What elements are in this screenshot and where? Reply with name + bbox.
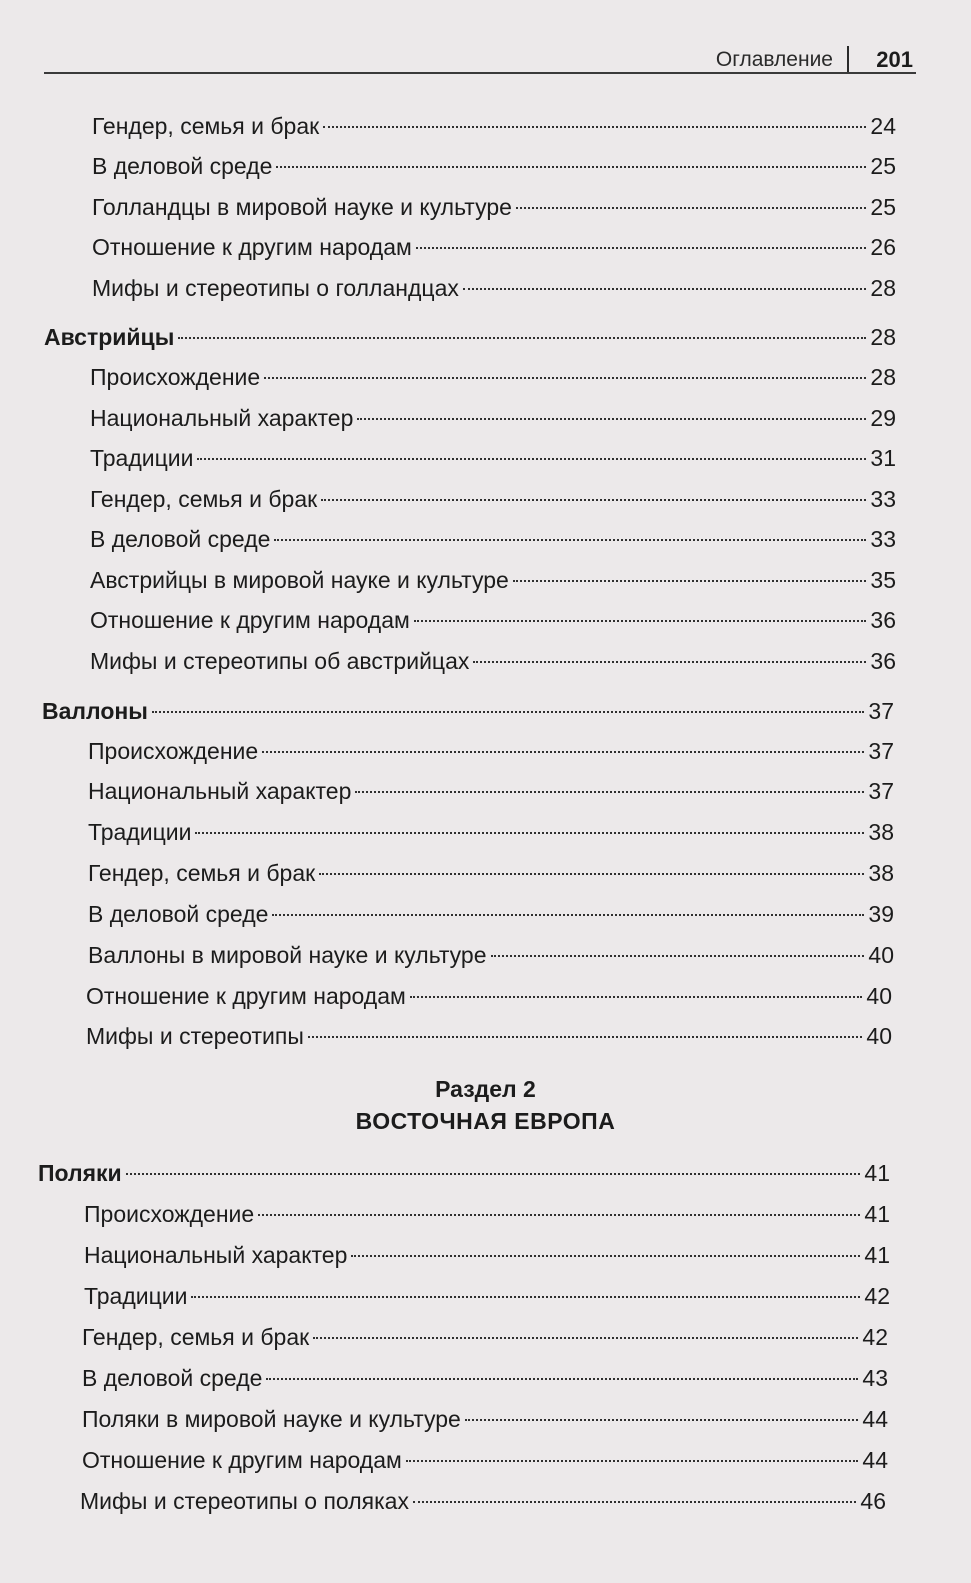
leader-dots (465, 1419, 858, 1421)
leader-dots (266, 1378, 858, 1380)
toc-entry-page: 38 (868, 860, 894, 886)
leader-dots (308, 1036, 862, 1038)
toc-chapter-title: Австрийцы (44, 324, 175, 350)
toc-entry (80, 1486, 886, 1516)
toc-chapter-page: 28 (870, 324, 896, 350)
toc-entry-page: 37 (868, 778, 894, 804)
toc-entry (90, 403, 896, 433)
toc-entry-page: 38 (868, 819, 894, 845)
running-header (0, 44, 971, 80)
toc-entry-title: Национальный характер (88, 778, 352, 804)
toc-entry-page: 41 (864, 1242, 890, 1268)
leader-dots (406, 1460, 858, 1462)
leader-dots (413, 1501, 856, 1503)
toc-entry (84, 1240, 890, 1270)
toc-entry-title: Мифы и стереотипы (86, 1023, 304, 1049)
toc-entry-title: Мифы и стереотипы о поляках (80, 1488, 409, 1514)
leader-dots (272, 914, 864, 916)
toc-entry-page: 31 (870, 445, 896, 471)
leader-dots (313, 1337, 858, 1339)
toc-entry-title: Традиции (88, 819, 192, 845)
toc-entry (90, 443, 896, 473)
toc-entry (82, 1363, 888, 1393)
toc-entry (88, 858, 894, 888)
toc-entry-page: 36 (870, 648, 896, 674)
leader-dots (258, 1214, 860, 1216)
toc-entry (90, 362, 896, 392)
toc-entry (86, 1021, 892, 1051)
toc-entry-title: Происхождение (84, 1201, 255, 1227)
toc-entry-title: В деловой среде (88, 901, 269, 927)
toc-entry-title: Мифы и стереотипы об австрийцах (90, 648, 470, 674)
toc-entry (90, 646, 896, 676)
toc-entry (84, 1281, 890, 1311)
toc-entry (84, 1199, 890, 1229)
toc-entry (92, 111, 896, 141)
toc-entry (90, 565, 896, 595)
toc-entry-page: 40 (866, 1023, 892, 1049)
leader-dots (264, 377, 866, 379)
toc-entry (92, 232, 896, 262)
toc-entry-page: 33 (870, 486, 896, 512)
toc-entry-page: 36 (870, 607, 896, 633)
header-rule (44, 72, 916, 74)
toc-entry-page: 43 (862, 1365, 888, 1391)
toc-entry-page: 28 (870, 364, 896, 390)
toc-entry (92, 192, 896, 222)
toc-entry-page: 44 (862, 1406, 888, 1432)
toc-entry-title: Традиции (90, 445, 194, 471)
toc-entry-title: Национальный характер (90, 405, 354, 431)
leader-dots (195, 832, 864, 834)
leader-dots (323, 126, 866, 128)
leader-dots (516, 207, 866, 209)
toc-entry (82, 1445, 888, 1475)
toc-entry-title: Национальный характер (84, 1242, 348, 1268)
leader-dots (416, 247, 866, 249)
toc-entry-page: 26 (870, 234, 896, 260)
toc-entry-page: 25 (870, 153, 896, 179)
header-page-number: 201 (876, 47, 913, 72)
toc-entry (88, 817, 894, 847)
toc-chapter-page: 37 (868, 698, 894, 724)
toc-entry-page: 25 (870, 194, 896, 220)
toc-entry-title: Голландцы в мировой науке и культуре (92, 194, 512, 220)
header-title: Оглавление (715, 48, 833, 71)
toc-entry (90, 484, 896, 514)
toc-entry-page: 35 (870, 567, 896, 593)
toc-entry-title: Валлоны в мировой науке и культуре (88, 942, 487, 968)
toc-entry-title: Мифы и стереотипы о голландцах (92, 275, 459, 301)
leader-dots (410, 996, 862, 998)
leader-dots (513, 580, 866, 582)
toc-chapter-title: Валлоны (42, 698, 148, 724)
toc-entry-title: Отношение к другим народам (90, 607, 410, 633)
toc-entry-page: 42 (862, 1324, 888, 1350)
toc-entry (88, 940, 894, 970)
toc-entry (92, 151, 896, 181)
section-title: ВОСТОЧНАЯ ЕВРОПА (355, 1108, 616, 1134)
leader-dots (276, 166, 866, 168)
toc-entry-title: Происхождение (90, 364, 261, 390)
toc-entry-title: Гендер, семья и брак (88, 860, 316, 886)
leader-dots (351, 1255, 860, 1257)
toc-entry-page: 41 (864, 1201, 890, 1227)
toc-entry-page: 42 (864, 1283, 890, 1309)
leader-dots (321, 499, 866, 501)
leader-dots (274, 539, 866, 541)
toc-entry-title: Традиции (84, 1283, 188, 1309)
toc-entry-title: Отношение к другим народам (86, 983, 406, 1009)
toc-entry-title: В деловой среде (90, 526, 271, 552)
toc-entry (86, 981, 892, 1011)
leader-dots (414, 620, 866, 622)
leader-dots (262, 751, 864, 753)
leader-dots (319, 873, 864, 875)
toc-entry-title: В деловой среде (92, 153, 273, 179)
leader-dots (197, 458, 866, 460)
toc-entry-page: 44 (862, 1447, 888, 1473)
toc-entry (88, 736, 894, 766)
leader-dots (491, 955, 864, 957)
toc-chapter-page: 41 (864, 1160, 890, 1186)
toc-entry-page: 40 (868, 942, 894, 968)
leader-dots (191, 1296, 860, 1298)
section-label: Раздел 2 (435, 1076, 536, 1102)
toc-chapter-austrians (44, 322, 896, 352)
toc-entry-page: 29 (870, 405, 896, 431)
leader-dots (152, 711, 864, 713)
leader-dots (463, 288, 866, 290)
toc-entry (82, 1322, 888, 1352)
toc-entry (90, 605, 896, 635)
leader-dots (357, 418, 866, 420)
header-separator (847, 46, 849, 72)
toc-entry (88, 776, 894, 806)
toc-entry-title: Поляки в мировой науке и культуре (82, 1406, 461, 1432)
toc-entry (90, 524, 896, 554)
leader-dots (473, 661, 866, 663)
toc-entry-title: Австрийцы в мировой науке и культуре (90, 567, 509, 593)
leader-dots (126, 1173, 860, 1175)
toc-entry-page: 40 (866, 983, 892, 1009)
toc-entry-page: 37 (868, 738, 894, 764)
toc-entry-title: Отношение к другим народам (92, 234, 412, 260)
toc-entry (82, 1404, 888, 1434)
toc-entry-page: 28 (870, 275, 896, 301)
leader-dots (355, 791, 864, 793)
toc-entry-page: 33 (870, 526, 896, 552)
toc-entry (92, 273, 896, 303)
leader-dots (178, 337, 866, 339)
toc-entry-title: Гендер, семья и брак (92, 113, 320, 139)
toc-entry-title: Гендер, семья и брак (90, 486, 318, 512)
toc-entry-title: Происхождение (88, 738, 259, 764)
toc-entry-page: 24 (870, 113, 896, 139)
toc-entry-page: 46 (860, 1488, 886, 1514)
toc-chapter-poles (38, 1158, 890, 1188)
toc-entry-page: 39 (868, 901, 894, 927)
toc-entry-title: Отношение к другим народам (82, 1447, 402, 1473)
toc-chapter-walloons (42, 696, 894, 726)
toc-chapter-title: Поляки (38, 1160, 122, 1186)
toc-entry-title: В деловой среде (82, 1365, 263, 1391)
toc-entry (88, 899, 894, 929)
toc-entry-title: Гендер, семья и брак (82, 1324, 310, 1350)
